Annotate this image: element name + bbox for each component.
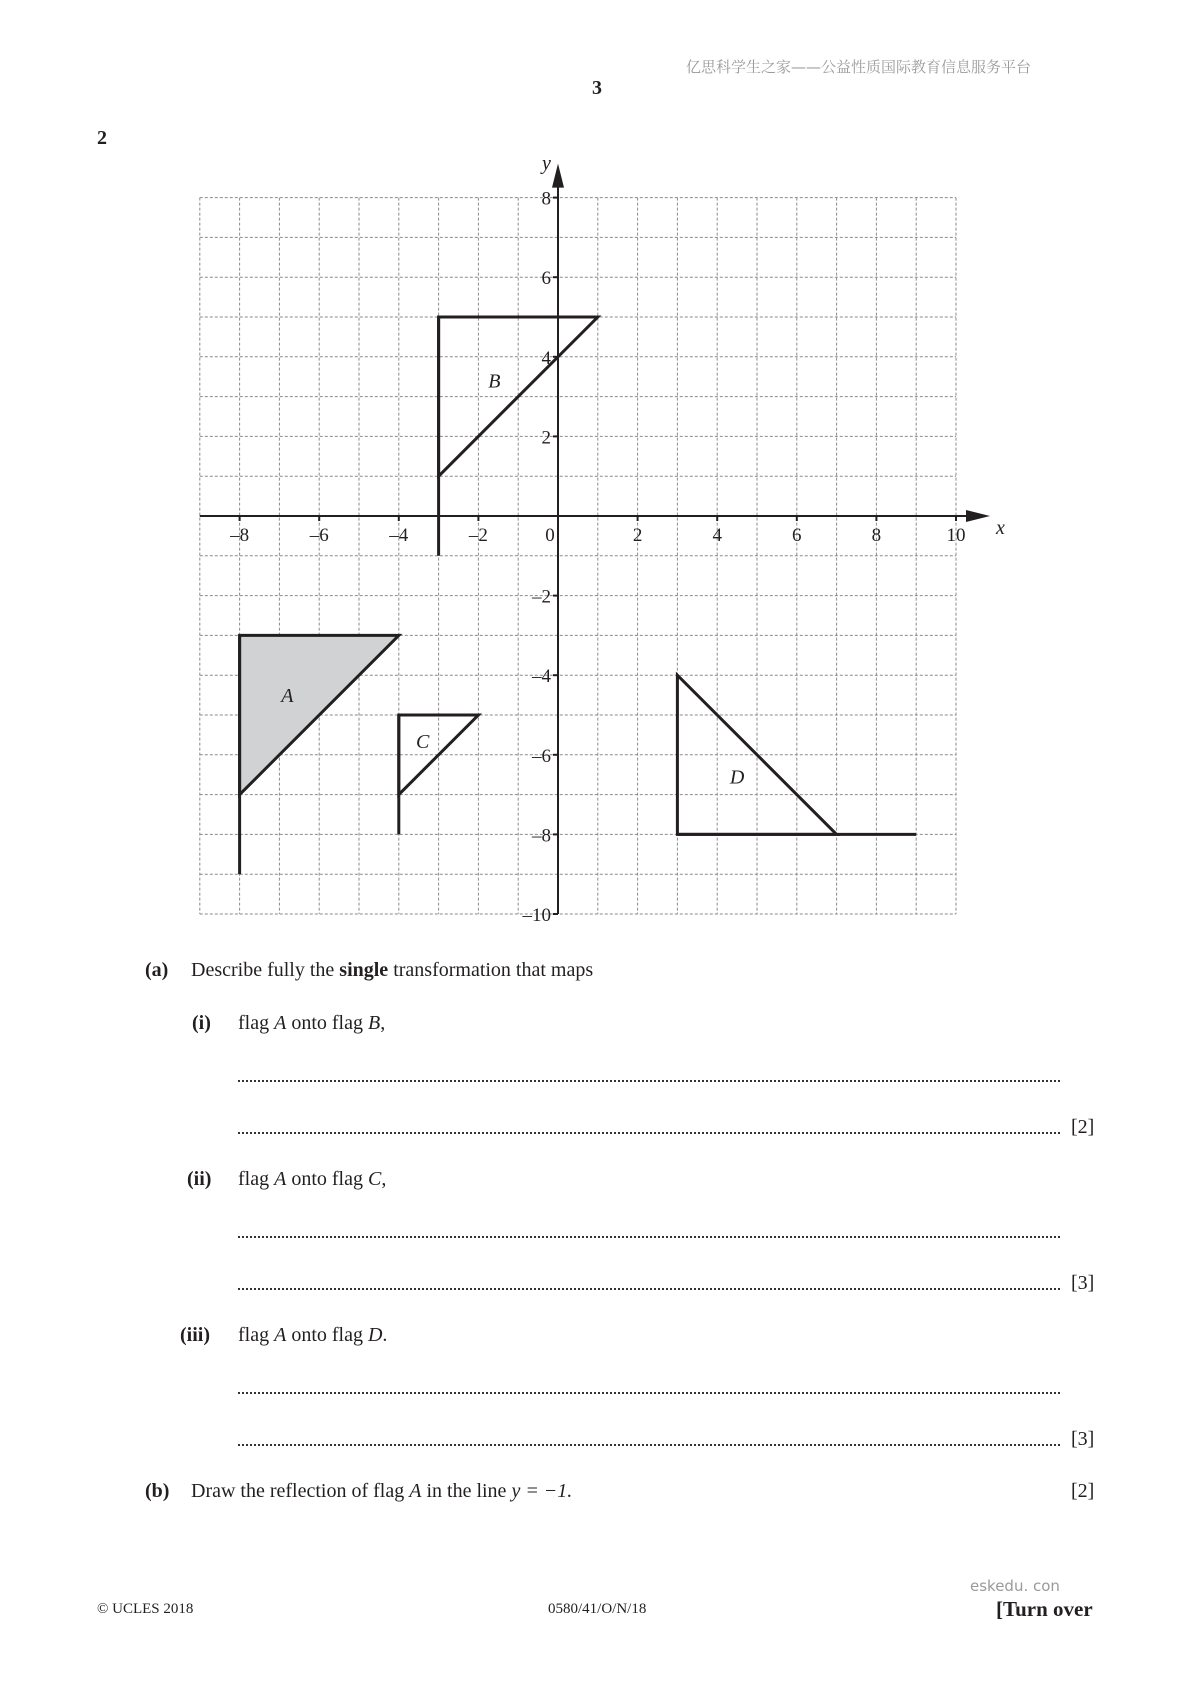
y-tick-label: –6	[532, 745, 551, 767]
y-tick-label: 4	[541, 347, 551, 369]
y-tick-label: 6	[541, 268, 551, 290]
flag-d-label: D	[729, 766, 745, 789]
x-tick-label: –6	[309, 525, 329, 546]
question-number: 2	[97, 127, 107, 149]
subpart-i-text: flag A onto flag B,	[238, 1012, 386, 1034]
footer-watermark: eskedu. con	[970, 1577, 1060, 1595]
part-b-text: Draw the reflection of flag A in the line y = −1.	[191, 1480, 573, 1502]
subpart-iii-text: flag A onto flag D.	[238, 1324, 388, 1346]
page-number: 3	[592, 77, 602, 99]
x-tick-label: –4	[389, 525, 409, 546]
subpart-i-label: (i)	[192, 1012, 211, 1034]
y-tick-label: –4	[532, 666, 551, 688]
turn-over-label: [Turn over	[996, 1597, 1093, 1621]
x-tick-label: 10	[946, 525, 966, 546]
part-a-label: (a)	[145, 959, 169, 981]
flag-b-label: B	[488, 370, 501, 393]
x-tick-label: 8	[871, 525, 882, 546]
y-axis-label: y	[542, 152, 551, 175]
x-tick-label: 6	[792, 525, 802, 546]
marks-b: [2]	[1071, 1480, 1095, 1502]
y-tick-label: 8	[541, 188, 551, 210]
part-a-text: Describe fully the single transformation that maps	[191, 959, 594, 981]
y-tick-label: –8	[532, 825, 551, 847]
y-tick-label: –10	[522, 905, 551, 926]
subpart-iii-label: (iii)	[180, 1324, 210, 1346]
flag-c-label: C	[416, 730, 430, 753]
x-tick-label: 0	[545, 525, 555, 546]
x-tick-label: 4	[712, 525, 722, 546]
x-tick-label: –8	[230, 525, 250, 546]
y-tick-label: 2	[541, 427, 551, 449]
answer-line[interactable]	[238, 1236, 1060, 1238]
marks-ii: [3]	[1071, 1272, 1095, 1294]
x-tick-label: –2	[468, 525, 488, 546]
subpart-ii-text: flag A onto flag C,	[238, 1168, 387, 1190]
answer-line[interactable]	[238, 1288, 1060, 1290]
marks-i: [2]	[1071, 1116, 1095, 1138]
footer-paper-code: 0580/41/O/N/18	[548, 1601, 647, 1617]
answer-line[interactable]	[238, 1132, 1060, 1134]
subpart-ii-label: (ii)	[187, 1168, 212, 1190]
y-tick-label: –2	[532, 586, 551, 608]
x-axis-label: x	[996, 517, 1005, 539]
part-b-label: (b)	[145, 1480, 170, 1502]
answer-line[interactable]	[238, 1080, 1060, 1082]
x-axis-arrow	[966, 510, 990, 522]
footer-copyright: © UCLES 2018	[97, 1601, 194, 1617]
marks-iii: [3]	[1071, 1428, 1095, 1450]
header-watermark: 亿思科学生之家——公益性质国际教育信息服务平台	[686, 58, 1032, 76]
answer-line[interactable]	[238, 1392, 1060, 1394]
x-tick-label: 2	[632, 525, 643, 546]
y-axis-arrow	[552, 164, 564, 188]
answer-line[interactable]	[238, 1444, 1060, 1446]
flag-a-label: A	[281, 685, 294, 708]
